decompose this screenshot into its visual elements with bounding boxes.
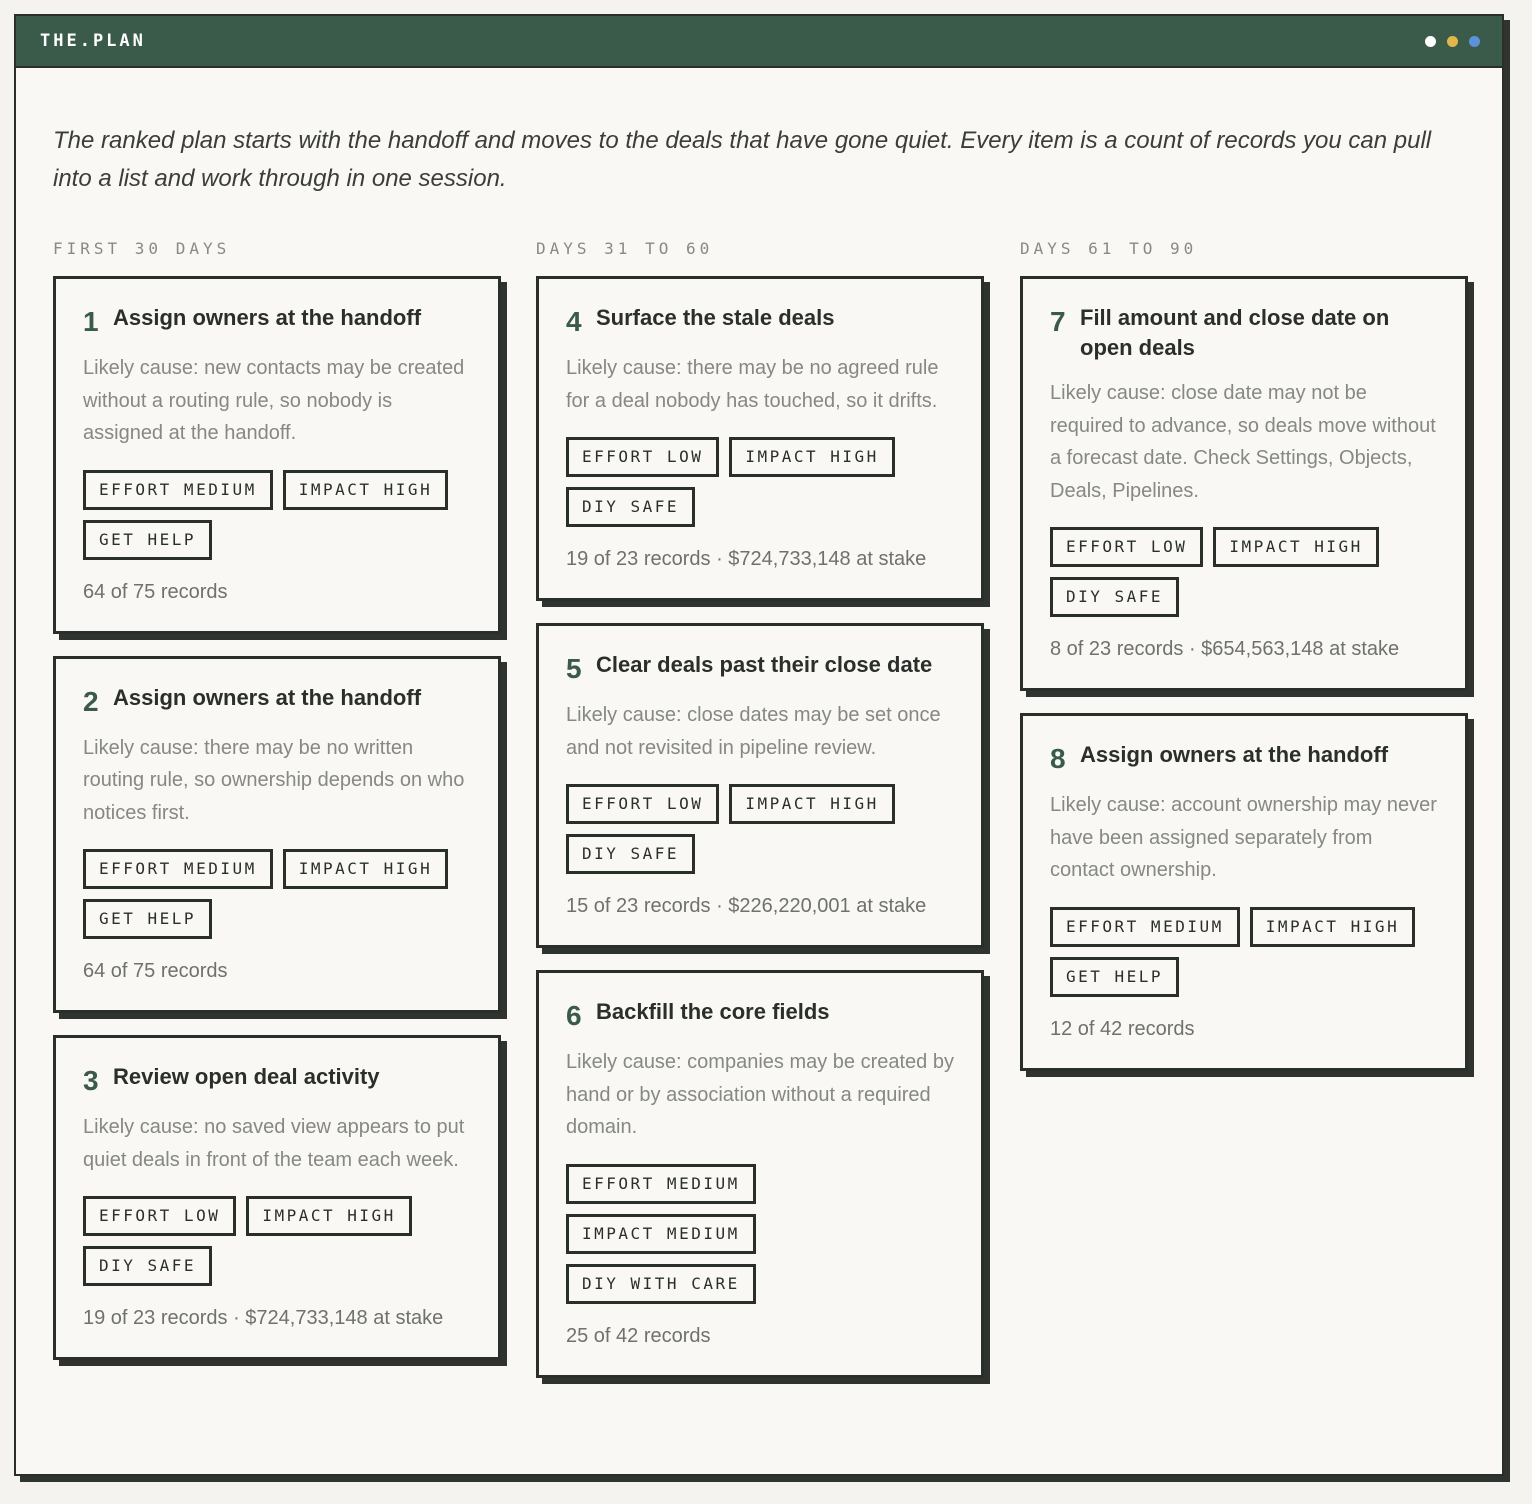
card-tags — [566, 1164, 946, 1304]
card-title: Assign owners at the handoff — [113, 684, 422, 710]
tag-impact-high: IMPACT HIGH — [283, 849, 448, 889]
column-31-60 — [536, 276, 984, 1400]
card-cause: Likely cause: no saved view appears to put quiet deals in front of the team each week. — [83, 1116, 465, 1171]
tag-impact-high: IMPACT HIGH — [283, 470, 448, 510]
card-header — [566, 997, 954, 1032]
card-header — [1050, 740, 1438, 775]
card-header — [83, 1062, 471, 1097]
plan-card[interactable] — [1020, 276, 1468, 691]
card-record-count: 8 of 23 records · $654,563,148 at stake — [1050, 638, 1400, 660]
tag-effort-low: EFFORT LOW — [1050, 527, 1203, 567]
card-header — [566, 303, 954, 338]
card-rank-number: 4 — [566, 306, 582, 337]
column-61-90 — [1020, 276, 1468, 1093]
card-title: Surface the stale deals — [596, 305, 835, 330]
tag-diy-safe: DIY SAFE — [1050, 577, 1179, 617]
plan-card[interactable] — [536, 623, 984, 948]
card-tags — [83, 470, 463, 560]
card-rank-number: 6 — [566, 1000, 582, 1031]
card-cause: Likely cause: close date may not be required to advance, so deals move without a forecast date. Check Settings, Objects, Deals, Pipelines. — [1050, 382, 1436, 502]
intro-text: The ranked plan starts with the handoff and moves to the deals that have gone quiet. Every item is a count of records you can pull into a list and work through in one session. — [53, 127, 1432, 192]
tag-impact-high: IMPACT HIGH — [1250, 907, 1415, 947]
card-header — [83, 303, 471, 338]
card-rank-number: 1 — [83, 306, 99, 337]
tag-effort-low: EFFORT LOW — [83, 1196, 236, 1236]
title-bar — [16, 16, 1502, 68]
window-controls — [1425, 36, 1480, 47]
card-rank-number: 2 — [83, 685, 99, 717]
column-heading-31-60: DAYS 31 TO 60 — [536, 239, 714, 258]
app-title: THE.PLAN — [40, 31, 146, 51]
card-cause: Likely cause: companies may be created by hand or by association without a required domain. — [566, 1051, 954, 1138]
plan-card[interactable] — [536, 276, 984, 601]
card-title: Review open deal activity — [113, 1064, 380, 1089]
column-first-30 — [53, 276, 501, 1382]
tag-diy-with-care: DIY WITH CARE — [566, 1264, 756, 1304]
card-rank-number: 5 — [566, 653, 582, 684]
card-tags — [1050, 527, 1430, 617]
tag-impact-high: IMPACT HIGH — [729, 437, 894, 477]
card-tags — [83, 849, 463, 939]
plan-card[interactable] — [53, 1035, 501, 1360]
plan-card[interactable] — [536, 970, 984, 1378]
tag-impact-high: IMPACT HIGH — [1213, 527, 1378, 567]
tag-impact-high: IMPACT HIGH — [729, 784, 894, 824]
tag-effort-medium: EFFORT MEDIUM — [83, 849, 273, 889]
white-dot-icon[interactable] — [1425, 36, 1436, 47]
tag-impact-high: IMPACT HIGH — [246, 1196, 411, 1236]
tag-diy-safe: DIY SAFE — [83, 1246, 212, 1286]
plan-card[interactable] — [53, 276, 501, 634]
card-record-count: 19 of 23 records · $724,733,148 at stake — [566, 548, 927, 570]
card-title: Fill amount and close date on open deals — [1080, 305, 1390, 360]
plan-card[interactable] — [1020, 713, 1468, 1071]
tag-get-help: GET HELP — [83, 520, 212, 560]
card-rank-number: 8 — [1050, 743, 1066, 774]
card-cause: Likely cause: new contacts may be created without a routing rule, so nobody is assigned at the handoff. — [83, 357, 465, 444]
card-record-count: 12 of 42 records — [1050, 1017, 1195, 1040]
tag-effort-medium: EFFORT MEDIUM — [566, 1164, 756, 1204]
card-header — [1050, 303, 1438, 363]
card-tags — [1050, 907, 1430, 997]
card-record-count: 25 of 42 records — [566, 1324, 711, 1347]
card-cause: Likely cause: close dates may be set once and not revisited in pipeline review. — [566, 704, 941, 759]
yellow-dot-icon[interactable] — [1447, 36, 1458, 47]
tag-diy-safe: DIY SAFE — [566, 487, 695, 527]
card-tags — [83, 1196, 463, 1286]
tag-impact-medium: IMPACT MEDIUM — [566, 1214, 756, 1254]
blue-dot-icon[interactable] — [1469, 36, 1480, 47]
plan-window — [14, 14, 1504, 1476]
column-heading-first-30: FIRST 30 DAYS — [53, 239, 231, 258]
plan-card[interactable] — [53, 656, 501, 1014]
card-record-count: 15 of 23 records · $226,220,001 at stake — [566, 895, 927, 917]
tag-get-help: GET HELP — [1050, 957, 1179, 997]
card-title: Clear deals past their close date — [596, 652, 933, 677]
card-tags — [566, 784, 946, 874]
card-record-count: 64 of 75 records — [83, 960, 228, 982]
card-record-count: 64 of 75 records — [83, 580, 228, 603]
card-header — [83, 683, 471, 718]
tag-effort-medium: EFFORT MEDIUM — [1050, 907, 1240, 947]
card-rank-number: 3 — [83, 1065, 99, 1096]
card-record-count: 19 of 23 records · $724,733,148 at stake — [83, 1307, 444, 1329]
card-cause: Likely cause: account ownership may never have been assigned separately from contact ownership. — [1050, 794, 1437, 881]
card-cause: Likely cause: there may be no agreed rule for a deal nobody has touched, so it drifts. — [566, 357, 939, 412]
tag-effort-medium: EFFORT MEDIUM — [83, 470, 273, 510]
tag-diy-safe: DIY SAFE — [566, 834, 695, 874]
card-rank-number: 7 — [1050, 306, 1066, 337]
tag-effort-low: EFFORT LOW — [566, 437, 719, 477]
card-header — [566, 650, 954, 685]
column-heading-61-90: DAYS 61 TO 90 — [1020, 239, 1198, 258]
card-title: Assign owners at the handoff — [113, 305, 422, 330]
card-title: Backfill the core fields — [596, 999, 830, 1024]
tag-effort-low: EFFORT LOW — [566, 784, 719, 824]
card-cause: Likely cause: there may be no written routing rule, so ownership depends on who notices first. — [83, 736, 465, 824]
card-title: Assign owners at the handoff — [1080, 742, 1389, 767]
card-tags — [566, 437, 946, 527]
tag-get-help: GET HELP — [83, 899, 212, 939]
